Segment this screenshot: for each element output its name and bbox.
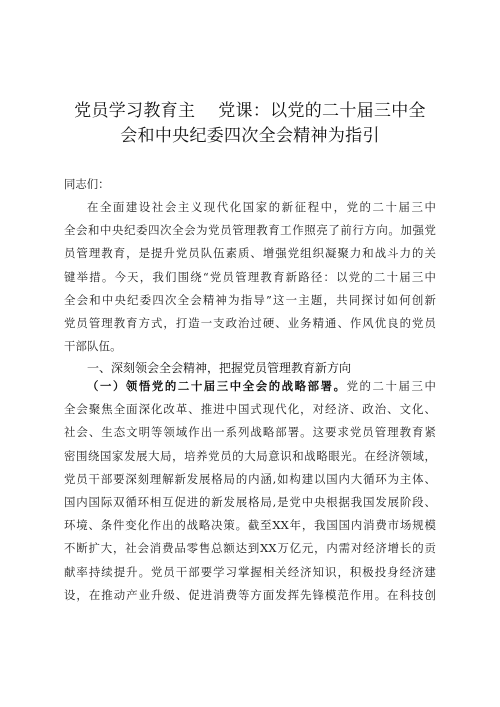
paragraph-line: 党员管理教育方式，打造一支政治过硬、业务精通、作风优良的党员 — [64, 315, 436, 330]
paragraph-line: 不断扩大，社会消费品零售总额达到XX万亿元，内需对经济增长的贡 — [64, 541, 436, 556]
paragraph-line: 全会聚焦全面深化改革、推进中国式现代化，对经济、政治、文化、 — [64, 402, 436, 417]
section1-paragraph — [64, 375, 436, 607]
document-title-line-2: 会和中央纪委四次全会精神为指引 — [120, 126, 380, 146]
paragraph-line: 键举措。今天，我们围绕“党员管理教育新路径：以党的二十届三中 — [64, 269, 436, 284]
paragraph-line: 员管理教育，是提升党员队伍素质、增强党组织凝聚力和战斗力的关 — [64, 246, 436, 261]
paragraph-line: 密围绕国家发展大局，培养党员的大局意识和战略眼光。在经济领域， — [64, 448, 436, 463]
paragraph-line: 社会、生态文明等领域作出一系列战略部署。这要求党员管理教育紧 — [64, 425, 436, 440]
paragraph-line: 环境、条件变化作出的战略决策。截至XX年，我国国内消费市场规模 — [64, 518, 436, 533]
paragraph-line: 全会和中央纪委四次全会为党员管理教育工作照亮了前行方向。加强党 — [64, 223, 436, 238]
document-title-line-1: 党员学习教育主 党课：以党的二十届三中全 — [74, 101, 426, 121]
intro-paragraph — [64, 196, 436, 358]
greeting: 同志们： — [64, 177, 110, 191]
section-heading-1: 一、深刻领会全会精神，把握党员管理教育新方向 — [87, 361, 352, 375]
paragraph-line: 党员干部要深刻理解新发展格局的内涵,如构建以国内大循环为主体、 — [64, 471, 436, 486]
paragraph-line: 全会和中央纪委四次全会精神为指导”这一主题，共同探讨如何创新 — [64, 292, 436, 307]
paragraph-line: 在全面建设社会主义现代化国家的新征程中，党的二十届三中 — [87, 200, 436, 214]
subsection-heading: （一）领悟党的二十届三中全会的战略部署。 — [87, 379, 347, 393]
paragraph-line: 献率持续提升。党员干部要学习掌握相关经济知识，积极投身经济建 — [64, 564, 436, 579]
paragraph-text: 党的二十届三中 — [346, 379, 436, 393]
paragraph-line: 国内国际双循环相互促进的新发展格局,是党中央根据我国发展阶段、 — [64, 494, 436, 509]
paragraph-line: 干部队伍。 — [64, 339, 122, 354]
paragraph-line — [64, 375, 436, 398]
paragraph-line: 设，在推动产业升级、促进消费等方面发挥先锋模范作用。在科技创 — [64, 587, 436, 602]
